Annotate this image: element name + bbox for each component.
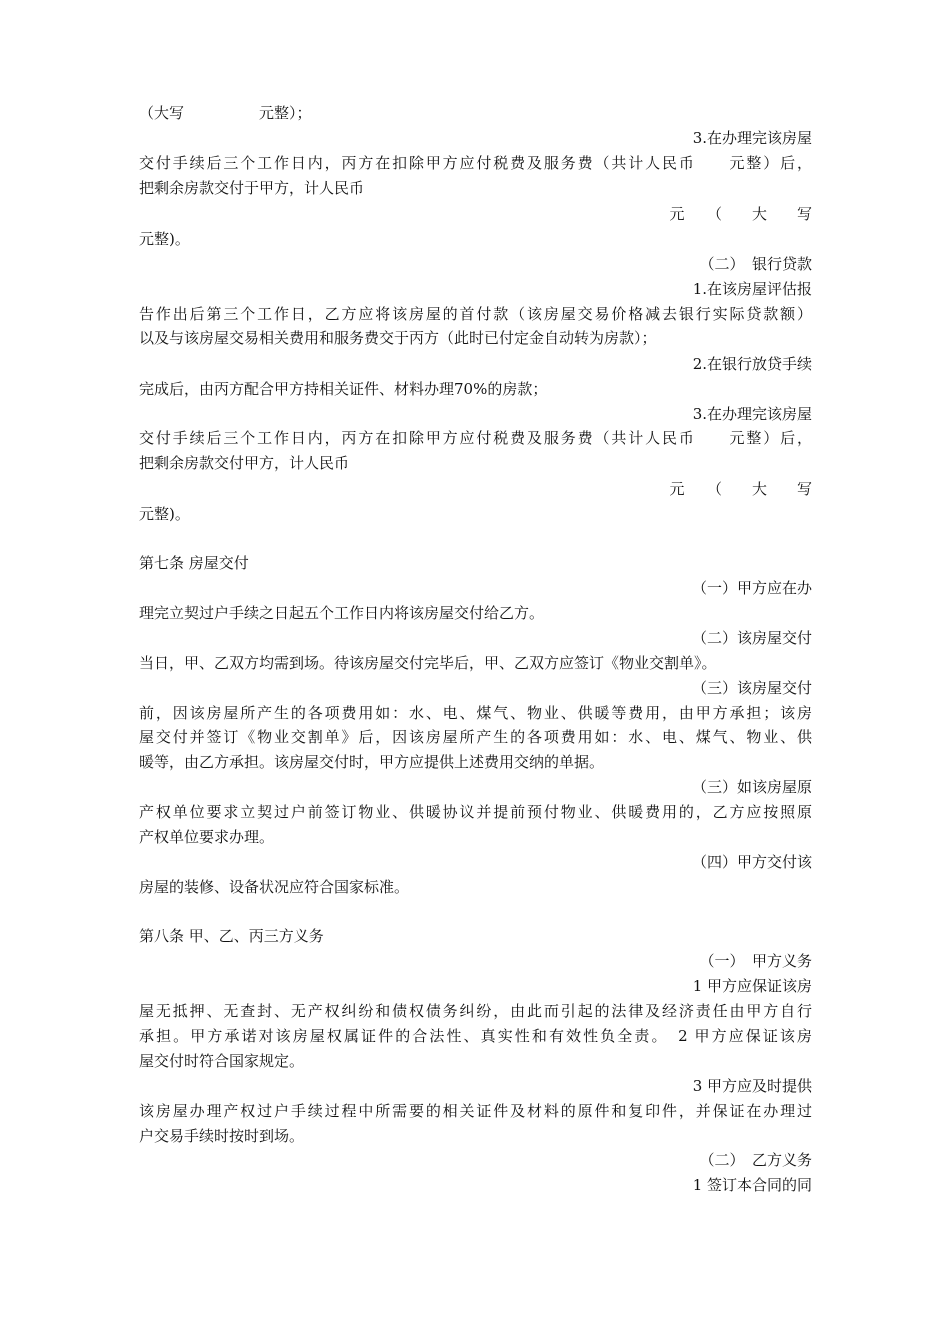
text-line: （大写 元整）； bbox=[139, 104, 312, 122]
article-heading: 第七条 房屋交付 bbox=[139, 554, 249, 572]
text-line: 产权单位要求立契过户前签订物业、供暖协议并提前预付物业、供暖费用的，乙方应按照原 bbox=[139, 803, 812, 821]
text-line: （三）该房屋交付 bbox=[691, 679, 812, 697]
text-line: 交付手续后三个工作日内，丙方在扣除甲方应付税费及服务费（共计人民币 元整）后， bbox=[139, 154, 812, 172]
text-line: 3.在办理完该房屋 bbox=[692, 129, 812, 147]
text-line: 前，因该房屋所产生的各项费用如：水、电、煤气、物业、供暖等费用，由甲方承担；该房 bbox=[139, 704, 812, 722]
subsection-heading: （二） 银行贷款 bbox=[699, 255, 812, 273]
text-line: （三）如该房屋原 bbox=[691, 778, 812, 796]
text-line: （二）该房屋交付 bbox=[691, 629, 812, 647]
text-line: 元整)。 bbox=[139, 230, 190, 248]
text-line: （一）甲方应在办 bbox=[691, 579, 812, 597]
text-line: 告作出后第三个工作日，乙方应将该房屋的首付款（该房屋交易价格减去银行实际贷款额） bbox=[139, 305, 812, 323]
text-line: 把剩余房款交付于甲方，计人民币 bbox=[139, 179, 365, 197]
text-line: 3 甲方应及时提供 bbox=[692, 1077, 812, 1095]
text-line: 1 甲方应保证该房 bbox=[692, 977, 812, 995]
text-line: 元 （ 大 写 bbox=[669, 480, 812, 498]
text-line: 屋无抵押、无查封、无产权纠纷和债权债务纠纷，由此而引起的法律及经济责任由甲方自行 bbox=[139, 1002, 812, 1020]
text-line: （四）甲方交付该 bbox=[691, 853, 812, 871]
text-line: 房屋的装修、设备状况应符合国家标准。 bbox=[139, 878, 410, 896]
text-line: 3.在办理完该房屋 bbox=[692, 405, 812, 423]
text-line: 1.在该房屋评估报 bbox=[692, 280, 812, 298]
text-line: 元整)。 bbox=[139, 505, 190, 523]
text-line: 把剩余房款交付甲方，计人民币 bbox=[139, 454, 350, 472]
text-line: 元 （ 大 写 bbox=[669, 205, 812, 223]
text-line: 当日，甲、乙双方均需到场。待该房屋交付完毕后，甲、乙双方应签订《物业交割单》。 bbox=[139, 654, 717, 672]
text-line: 该房屋办理产权过户手续过程中所需要的相关证件及材料的原件和复印件，并保证在办理过 bbox=[139, 1102, 812, 1120]
text-line: 屋交付时符合国家规定。 bbox=[139, 1052, 305, 1070]
text-line: 承担。甲方承诺对该房屋权属证件的合法性、真实性和有效性负全责。 2 甲方应保证该房 bbox=[139, 1027, 812, 1045]
text-line: 暖等，由乙方承担。该房屋交付时，甲方应提供上述费用交纳的单据。 bbox=[139, 753, 605, 771]
text-line: 交付手续后三个工作日内，丙方在扣除甲方应付税费及服务费（共计人民币 元整）后， bbox=[139, 429, 812, 447]
text-line: 理完立契过户手续之日起五个工作日内将该房屋交付给乙方。 bbox=[139, 604, 545, 622]
text-line: 以及与该房屋交易相关费用和服务费交于丙方（此时已付定金自动转为房款）； bbox=[139, 329, 657, 347]
text-line: 1 签订本合同的同 bbox=[692, 1176, 812, 1194]
text-line: 2.在银行放贷手续 bbox=[692, 355, 812, 373]
subsection-heading: （一） 甲方义务 bbox=[699, 952, 812, 970]
subsection-heading: （二） 乙方义务 bbox=[699, 1151, 812, 1169]
text-line: 屋交付并签订《物业交割单》后，因该房屋所产生的各项费用如：水、电、煤气、物业、供 bbox=[139, 728, 812, 746]
text-line: 完成后，由丙方配合甲方持相关证件、材料办理70%的房款； bbox=[139, 380, 548, 398]
text-line: 户交易手续时按时到场。 bbox=[139, 1127, 305, 1145]
article-heading: 第八条 甲、乙、丙三方义务 bbox=[139, 927, 324, 945]
text-line: 产权单位要求办理。 bbox=[139, 828, 275, 846]
